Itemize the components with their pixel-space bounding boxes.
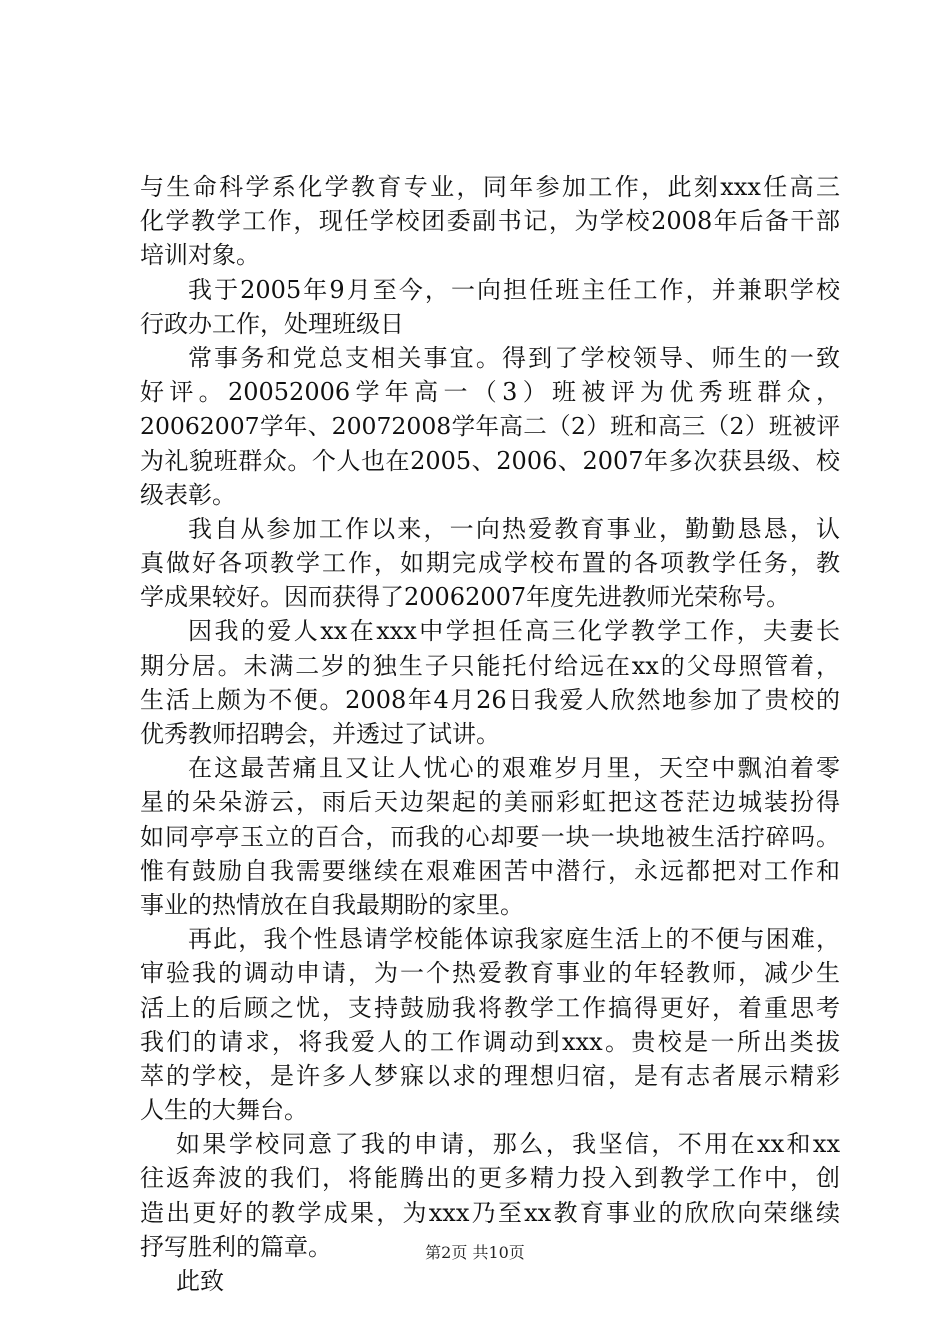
document-body (140, 170, 840, 1298)
text-line: 在这最苦痛且又让人忧心的艰难岁月里，天空中飘泊着零 (188, 754, 840, 783)
text-line: 如果学校同意了我的申请，那么，我坚信，不用在xx和xx (176, 1130, 840, 1159)
text-line: 如同亭亭玉立的百合，而我的心却要一块一块地被生活拧碎吗。 (140, 822, 840, 851)
text-line: 与生命科学系化学教育专业，同年参加工作，此刻xxx任高三 (140, 173, 840, 201)
text-line: 审验我的调动申请，为一个热爱教育事业的年轻教师，减少生 (140, 959, 840, 988)
text-line: 化学教学工作，现任学校团委副书记，为学校2008年后备干部 (140, 207, 840, 236)
page-footer: 第2页 共10页 (425, 1243, 525, 1262)
text-line: 往返奔波的我们，将能腾出的更多精力投入到教学工作中，创 (140, 1164, 840, 1193)
text-line: 再此，我个性恳请学校能体谅我家庭生活上的不便与困难， (188, 925, 840, 954)
text-line: 因我的爱人xx在xxx中学担任高三化学教学工作，夫妻长 (188, 617, 840, 646)
text-line: 行政办工作，处理班级日 (140, 309, 404, 338)
text-line: 常事务和党总支相关事宜。得到了学校领导、师生的一致 (188, 343, 840, 372)
text-line: 惟有鼓励自我需要继续在艰难困苦中潜行，永远都把对工作和 (140, 856, 840, 885)
text-line: 人生的大舞台。 (140, 1096, 308, 1125)
text-line: 培训对象。 (140, 241, 260, 270)
text-line: 优秀教师招聘会，并透过了试讲。 (140, 720, 500, 748)
text-line: 级表彰。 (140, 480, 236, 509)
text-line: 20062007学年、20072008学年高二（2）班和高三（2）班被评 (140, 412, 840, 441)
text-line: 抒写胜利的篇章。 (140, 1232, 332, 1261)
text-line: 活上的后顾之忧，支持鼓励我将教学工作搞得更好，着重思考 (140, 993, 840, 1022)
text-line: 造出更好的教学成果，为xxx乃至xx教育事业的欣欣向荣继续 (140, 1198, 840, 1227)
text-line: 学成果较好。因而获得了20062007年度先进教师光荣称号。 (140, 583, 791, 612)
text-line: 我于2005年9月至今，一向担任班主任工作，并兼职学校 (188, 275, 840, 304)
text-line: 此致 (176, 1267, 224, 1295)
text-line: 我自从参加工作以来，一向热爱教育事业，勤勤恳恳，认 (188, 514, 840, 543)
text-line: 好评。20052006学年高一（3）班被评为优秀班群众， (140, 378, 840, 407)
text-line: 为礼貌班群众。个人也在2005、2006、2007年多次获县级、校 (140, 446, 840, 475)
text-line: 我们的请求，将我爱人的工作调动到xxx。贵校是一所出类拔 (140, 1027, 840, 1056)
text-line: 真做好各项教学工作，如期完成学校布置的各项教学任务，教 (140, 549, 840, 578)
text-line: 事业的热情放在自我最期盼的家里。 (140, 890, 524, 919)
text-line: 生活上颇为不便。2008年4月26日我爱人欣然地参加了贵校的 (140, 685, 840, 714)
text-line: 期分居。未满二岁的独生子只能托付给远在xx的父母照管着， (140, 651, 840, 680)
text-line: 萃的学校，是许多人梦寐以求的理想归宿，是有志者展示精彩 (140, 1061, 840, 1090)
text-line: 星的朵朵游云，雨后天边架起的美丽彩虹把这苍茫边城装扮得 (140, 788, 840, 817)
